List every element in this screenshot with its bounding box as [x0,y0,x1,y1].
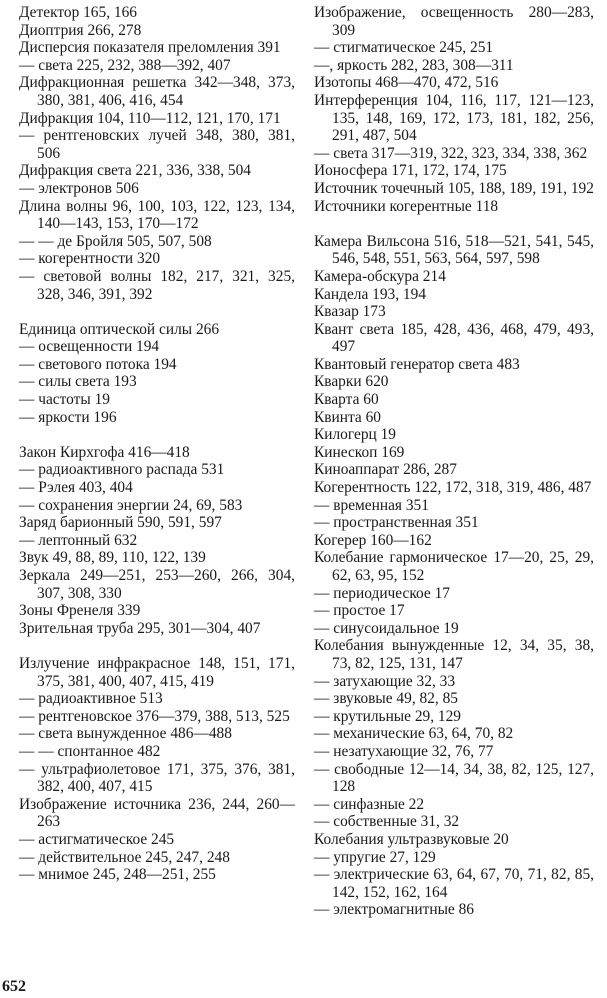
index-entry: Когерентность 122, 172, 318, 319, 486, 487 [314,479,592,497]
index-entry: Зрительная труба 295, 301—304, 407 [19,619,261,637]
index-column-left [19,4,295,884]
index-entry: —, яркость 282, 283, 308—311 [314,56,514,74]
index-entry: Колебание гармоническое 17—20, 25, 29, 62, 63, 95, 152 [314,549,594,584]
index-entry: Кварта 60 [314,391,379,409]
index-entry: — временная 351 [314,496,429,514]
index-entry: — синусоидальное 19 [314,619,459,637]
index-entry: — световой волны 182, 217, 321, 325, 328, 346, 391, 392 [19,267,295,303]
index-entry: — электронов 506 [19,179,139,197]
index-entry: — синфазные 22 [314,795,425,813]
index-entry: Источники когерентные 118 [314,197,499,215]
index-entry: — крутильные 29, 129 [314,707,461,725]
index-entry: — радиоактивного распада 531 [19,461,225,479]
index-entry: Длина волны 96, 100, 103, 122, 123, 134, 140—143, 153, 170—172 [19,197,295,233]
index-entry: Квинта 60 [314,408,381,426]
index-entry: Зоны Френеля 339 [19,602,141,620]
index-entry: Кинескоп 169 [314,443,405,461]
index-entry: Изображение, освещенность 280—283, 309 [314,4,594,39]
index-entry: — простое 17 [314,602,405,620]
index-entry: Дифракция света 221, 336, 338, 504 [19,162,251,180]
index-entry: Кандела 193, 194 [314,285,427,303]
index-entry: — затухающие 32, 33 [314,672,456,690]
index-entry: — светового потока 194 [19,355,177,373]
section-gap [19,426,295,444]
index-column-right [314,4,594,919]
index-entry: — пространственная 351 [314,514,479,532]
index-entry: — силы света 193 [19,373,137,391]
index-entry: Квазар 173 [314,303,386,321]
index-entry: — механические 63, 64, 70, 82 [314,725,514,743]
index-entry: Интерференция 104, 116, 117, 121—123, 135, 148, 169, 172, 173, 181, 182, 256, 291, 487, 504 [314,91,594,145]
index-entry: — света вынужденное 486—488 [19,725,232,743]
index-entry: Камера Вильсона 516, 518—521, 541, 545, 546, 548, 551, 563, 564, 597, 598 [314,232,594,268]
index-entry: Дисперсия показателя преломления 391 [19,39,281,57]
index-entry: — света 317—319, 322, 323, 334, 338, 362 [314,144,588,162]
index-entry: — — де Бройля 505, 507, 508 [19,232,212,250]
index-entry: Диоптрия 266, 278 [19,21,142,39]
index-entry: Кварки 620 [314,373,389,391]
index-entry: Детектор 165, 166 [19,4,137,21]
index-entry: — частоты 19 [19,391,110,409]
index-entry: Квант света 185, 428, 436, 468, 479, 493, 497 [314,320,594,356]
index-entry: — собственные 31, 32 [314,813,460,831]
index-entry: Когерер 160—162 [314,531,432,549]
index-entry: — действительное 245, 247, 248 [19,848,230,866]
index-entry: Камера-обскура 214 [314,267,446,285]
index-entry: — Рэлея 403, 404 [19,479,133,497]
index-entry: Дифракционная решетка 342—348, 373, 380, 381, 406, 416, 454 [19,74,295,109]
index-entry: — свободные 12—14, 34, 38, 82, 125, 127, 128 [314,760,594,796]
index-entry: — рентгеновских лучей 348, 380, 381, 506 [19,127,295,162]
index-entry: Колебания ультразвуковые 20 [314,830,509,848]
index-entry: Закон Кирхгофа 416—418 [19,443,190,461]
index-entry: Колебания вынужденные 12, 34, 35, 38, 73, 82, 125, 131, 147 [314,637,594,672]
index-entry: — стигматическое 245, 251 [314,39,494,57]
index-entry: Зеркала 249—251, 253—260, 266, 304, 307, 308, 330 [19,567,295,602]
index-entry: Киноаппарат 286, 287 [314,461,457,479]
index-entry: — лептонный 632 [19,531,138,549]
index-entry: — упругие 27, 129 [314,848,436,866]
index-entry: Заряд барионный 590, 591, 597 [19,514,222,532]
index-entry: — незатухающие 32, 76, 77 [314,742,494,760]
index-entry: — яркости 196 [19,408,117,426]
index-entry: — астигматическое 245 [19,830,175,848]
index-entry: Источник точечный 105, 188, 189, 191, 192 [314,179,594,197]
index-entry: — — спонтанное 482 [19,742,161,760]
index-entry: Изотопы 468—470, 472, 516 [314,74,499,92]
index-entry: — радиоактивное 513 [19,690,163,708]
section-gap [19,637,295,655]
section-gap [314,215,594,233]
index-entry: Килогерц 19 [314,426,396,444]
index-entry: — звуковые 49, 82, 85 [314,690,458,708]
section-gap [19,303,295,321]
index-entry: Единица оптической силы 266 [19,320,220,338]
index-entry: Звук 49, 88, 89, 110, 122, 139 [19,549,206,567]
index-entry: — сохранения энергии 24, 69, 583 [19,496,243,514]
index-entry: — мнимое 245, 248—251, 255 [19,866,216,884]
index-entry: — света 225, 232, 388—392, 407 [19,56,231,74]
index-entry: — когерентности 320 [19,250,161,268]
page-number: 652 [2,978,26,995]
index-entry: Изображение источника 236, 244, 260—263 [19,795,295,831]
index-entry: — периодическое 17 [314,584,450,602]
index-entry: — электрические 63, 64, 67, 70, 71, 82, 85, 142, 152, 162, 164 [314,866,594,901]
index-entry: — рентгеновское 376—379, 388, 513, 525 [19,707,290,725]
index-entry: — освещенности 194 [19,338,160,356]
index-entry: Дифракция 104, 110—112, 121, 170, 171 [19,109,281,127]
index-entry: — ультрафиолетовое 171, 375, 376, 381, 382, 400, 407, 415 [19,760,295,796]
index-entry: Излучение инфракрасное 148, 151, 171, 375, 381, 400, 407, 415, 419 [19,654,295,690]
index-entry: — электромагнитные 86 [314,901,474,919]
index-entry: Ионосфера 171, 172, 174, 175 [314,162,507,180]
index-entry: Квантовый генератор света 483 [314,355,520,373]
